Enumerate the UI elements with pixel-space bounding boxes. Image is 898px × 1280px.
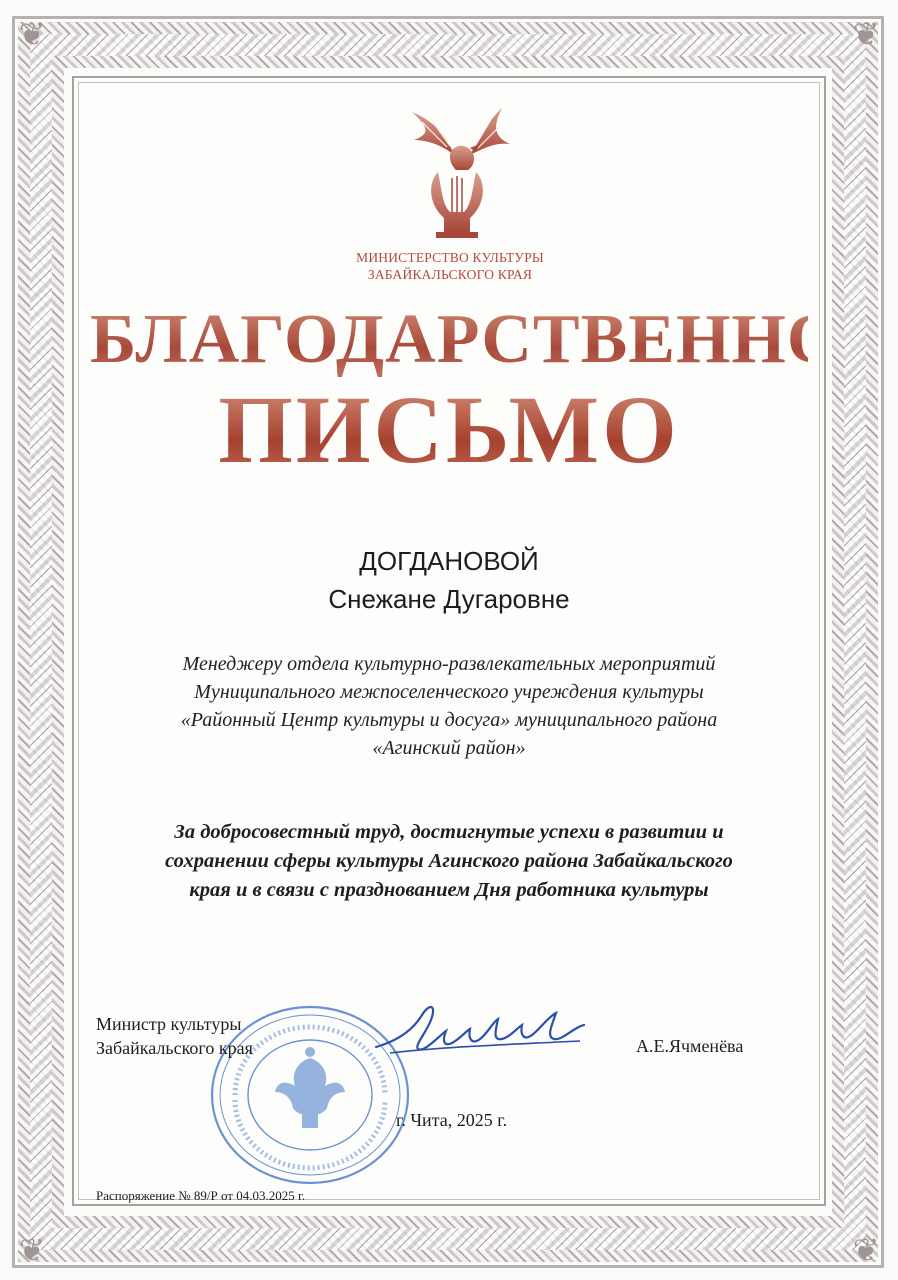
- handwritten-signature: [370, 995, 590, 1065]
- signatory-title-line1: Министр культуры: [96, 1014, 242, 1034]
- recipient-position: [100, 650, 798, 762]
- ministry-name-line2: ЗАБАЙКАЛЬСКОГО КРАЯ: [367, 267, 533, 282]
- position-line: «Районный Центр культуры и досуга» муниципального района: [180, 709, 718, 731]
- ministry-name-line1: МИНИСТЕРСТВО КУЛЬТУРЫ: [356, 250, 544, 265]
- corner-ornament-icon: ❦: [18, 16, 46, 52]
- reason-line: За добросовестный труд, достигнутые успехи в развитии и: [174, 821, 724, 843]
- signatory-name: А.Е.Ячменёва: [636, 1036, 744, 1056]
- signatory-title-line2: Забайкальского края: [96, 1038, 253, 1058]
- recipient-surname: ДОГДАНОВОЙ: [359, 546, 539, 576]
- signatory-title: [96, 1012, 253, 1060]
- corner-ornament-icon: ❦: [852, 1232, 880, 1268]
- reason-line: края и в связи с празднованием Дня работника культуры: [189, 879, 709, 901]
- position-line: Муниципального межпоселенческого учреждения культуры: [194, 681, 704, 703]
- award-reason: [100, 818, 798, 905]
- certificate-title-line2: ПИСЬМО: [90, 378, 808, 482]
- position-line: Менеджеру отдела культурно-развлекательных мероприятий: [182, 653, 716, 675]
- ministry-emblem-icon: [392, 100, 522, 250]
- position-line: «Агинский район»: [372, 737, 526, 759]
- corner-ornament-icon: ❦: [18, 1232, 46, 1268]
- recipient-given-names: Снежане Дугаровне: [328, 584, 570, 614]
- reason-line: сохранении сферы культуры Агинского района Забайкальского: [165, 850, 733, 872]
- order-reference: Распоряжение № 89/Р от 04.03.2025 г.: [96, 1188, 306, 1203]
- place-and-date: г. Чита, 2025 г.: [396, 1110, 508, 1130]
- certificate-title-line1: БЛАГОДАРСТВЕННОЕ: [90, 301, 890, 378]
- corner-ornament-icon: ❦: [852, 16, 880, 52]
